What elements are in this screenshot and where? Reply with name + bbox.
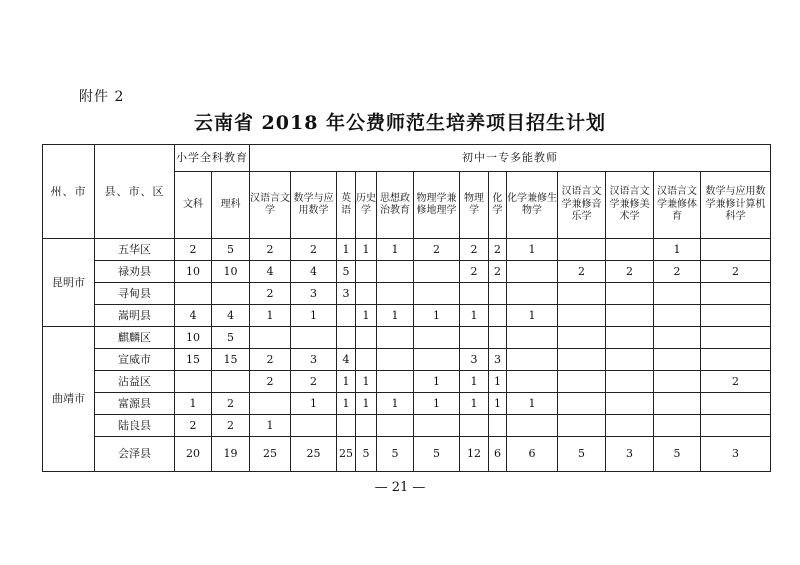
value-cell: 5 [356,437,377,472]
table-row [43,327,771,349]
value-cell: 3 [460,349,489,371]
value-cell [414,349,460,371]
table-row [43,239,771,261]
value-cell [212,283,250,305]
value-cell [654,371,701,393]
value-cell: 4 [212,305,250,327]
col-header: 汉语言文学兼修音乐学 [558,172,606,239]
value-cell [558,349,606,371]
value-cell [654,349,701,371]
county-cell: 会泽县 [95,437,175,472]
county-cell: 禄劝县 [95,261,175,283]
value-cell [701,349,771,371]
value-cell: 5 [212,239,250,261]
value-cell: 10 [175,261,212,283]
value-cell: 2 [489,261,507,283]
value-cell [356,327,377,349]
value-cell [558,239,606,261]
value-cell: 4 [175,305,212,327]
col-header: 汉语言文学兼修美术学 [606,172,654,239]
value-cell: 2 [414,239,460,261]
value-cell: 2 [701,261,771,283]
value-cell: 2 [489,239,507,261]
value-cell: 10 [212,261,250,283]
value-cell [507,371,558,393]
col-header: 思想政治教育 [377,172,414,239]
col-header: 英语 [337,172,356,239]
county-cell: 富源县 [95,393,175,415]
value-cell: 3 [291,283,337,305]
table-row [43,437,771,472]
value-cell [606,305,654,327]
value-cell [414,283,460,305]
value-cell [377,283,414,305]
value-cell: 3 [606,437,654,472]
value-cell [377,327,414,349]
table-row [43,349,771,371]
value-cell [212,371,250,393]
value-cell: 1 [377,305,414,327]
value-cell [337,305,356,327]
value-cell [337,415,356,437]
value-cell [489,327,507,349]
value-cell: 2 [460,261,489,283]
value-cell [701,327,771,349]
county-cell: 五华区 [95,239,175,261]
header-junior-group: 初中一专多能教师 [250,145,771,172]
value-cell: 1 [489,393,507,415]
value-cell [558,393,606,415]
table-row [43,371,771,393]
value-cell: 1 [250,305,291,327]
page-number: — 21 — [374,480,426,495]
value-cell [507,327,558,349]
value-cell [558,283,606,305]
col-header: 汉语言文学 [250,172,291,239]
value-cell [507,415,558,437]
enrollment-plan-table [42,144,771,472]
value-cell [377,415,414,437]
value-cell [606,415,654,437]
value-cell: 5 [377,437,414,472]
value-cell [606,371,654,393]
value-cell: 1 [356,371,377,393]
value-cell: 1 [356,305,377,327]
value-cell: 4 [250,261,291,283]
value-cell: 2 [654,261,701,283]
value-cell [654,327,701,349]
value-cell [654,283,701,305]
value-cell: 2 [701,371,771,393]
value-cell: 1 [460,371,489,393]
value-cell [377,261,414,283]
value-cell: 15 [212,349,250,371]
value-cell: 15 [175,349,212,371]
value-cell: 2 [606,261,654,283]
value-cell [460,415,489,437]
value-cell: 1 [460,305,489,327]
value-cell [377,371,414,393]
value-cell [558,327,606,349]
col-header: 化学兼修生物学 [507,172,558,239]
value-cell: 1 [175,393,212,415]
col-header: 理科 [212,172,250,239]
county-cell: 沾益区 [95,371,175,393]
value-cell: 2 [250,283,291,305]
value-cell [558,415,606,437]
county-cell: 陆良县 [95,415,175,437]
col-header: 物理学 [460,172,489,239]
value-cell: 2 [250,349,291,371]
col-header: 历史学 [356,172,377,239]
header-prefecture: 州、市 [43,145,95,239]
table-row [43,261,771,283]
table-row [43,305,771,327]
header-primary-group: 小学全科教育 [175,145,250,172]
value-cell: 2 [175,239,212,261]
value-cell [489,283,507,305]
col-header: 物理学兼修地理学 [414,172,460,239]
value-cell [460,283,489,305]
value-cell: 1 [460,393,489,415]
value-cell [558,371,606,393]
value-cell: 12 [460,437,489,472]
value-cell [414,327,460,349]
value-cell: 2 [212,415,250,437]
value-cell [356,349,377,371]
value-cell: 1 [377,239,414,261]
document-title: 云南省 2018 年公费师范生培养项目招生计划 [193,112,607,134]
value-cell: 1 [291,305,337,327]
value-cell: 1 [414,393,460,415]
value-cell [414,261,460,283]
value-cell [654,393,701,415]
value-cell: 5 [414,437,460,472]
value-cell: 5 [337,261,356,283]
attachment-label: 附件 2 [79,89,125,105]
value-cell [606,327,654,349]
value-cell: 6 [507,437,558,472]
col-header: 汉语言文学兼修体育 [654,172,701,239]
value-cell: 1 [507,239,558,261]
value-cell [507,283,558,305]
value-cell [291,415,337,437]
value-cell: 1 [356,393,377,415]
value-cell: 5 [212,327,250,349]
value-cell: 1 [654,239,701,261]
col-header: 化学 [489,172,507,239]
value-cell: 25 [291,437,337,472]
col-header: 文科 [175,172,212,239]
value-cell: 3 [489,349,507,371]
value-cell [654,305,701,327]
value-cell [414,415,460,437]
value-cell: 1 [250,415,291,437]
value-cell: 1 [414,305,460,327]
value-cell [356,415,377,437]
value-cell: 1 [377,393,414,415]
value-cell [507,349,558,371]
prefecture-cell: 昆明市 [43,239,95,327]
value-cell [654,415,701,437]
table-row [43,415,771,437]
value-cell [356,283,377,305]
value-cell: 5 [558,437,606,472]
county-cell: 嵩明县 [95,305,175,327]
value-cell: 2 [291,371,337,393]
value-cell: 1 [337,239,356,261]
value-cell [606,349,654,371]
value-cell: 1 [337,393,356,415]
value-cell [291,327,337,349]
value-cell [460,327,489,349]
value-cell: 2 [250,239,291,261]
county-cell: 寻甸县 [95,283,175,305]
value-cell [250,393,291,415]
value-cell: 5 [654,437,701,472]
value-cell: 10 [175,327,212,349]
value-cell [606,239,654,261]
header-county: 县、市、区 [95,145,175,239]
value-cell [701,305,771,327]
value-cell [356,261,377,283]
value-cell [701,239,771,261]
value-cell: 1 [337,371,356,393]
value-cell: 25 [250,437,291,472]
value-cell [175,371,212,393]
value-cell [701,415,771,437]
value-cell: 2 [250,371,291,393]
value-cell: 2 [460,239,489,261]
prefecture-cell: 曲靖市 [43,327,95,472]
value-cell: 2 [558,261,606,283]
table-row [43,283,771,305]
value-cell [606,393,654,415]
value-cell [337,327,356,349]
value-cell: 25 [337,437,356,472]
value-cell: 2 [212,393,250,415]
table-row [43,393,771,415]
value-cell [701,393,771,415]
value-cell: 1 [507,305,558,327]
value-cell: 6 [489,437,507,472]
county-cell: 宣威市 [95,349,175,371]
value-cell: 19 [212,437,250,472]
value-cell: 4 [337,349,356,371]
value-cell: 2 [291,239,337,261]
value-cell: 1 [356,239,377,261]
value-cell: 1 [507,393,558,415]
value-cell [489,415,507,437]
value-cell: 1 [489,371,507,393]
value-cell [701,283,771,305]
value-cell: 4 [291,261,337,283]
value-cell: 1 [414,371,460,393]
value-cell: 3 [337,283,356,305]
value-cell: 2 [175,415,212,437]
col-header: 数学与应用数学兼修计算机科学 [701,172,771,239]
value-cell: 3 [701,437,771,472]
value-cell [507,261,558,283]
value-cell [250,327,291,349]
col-header: 数学与应用数学 [291,172,337,239]
value-cell: 20 [175,437,212,472]
value-cell [377,349,414,371]
value-cell [606,283,654,305]
value-cell [175,283,212,305]
county-cell: 麒麟区 [95,327,175,349]
value-cell: 3 [291,349,337,371]
value-cell: 1 [291,393,337,415]
value-cell [489,305,507,327]
value-cell [558,305,606,327]
